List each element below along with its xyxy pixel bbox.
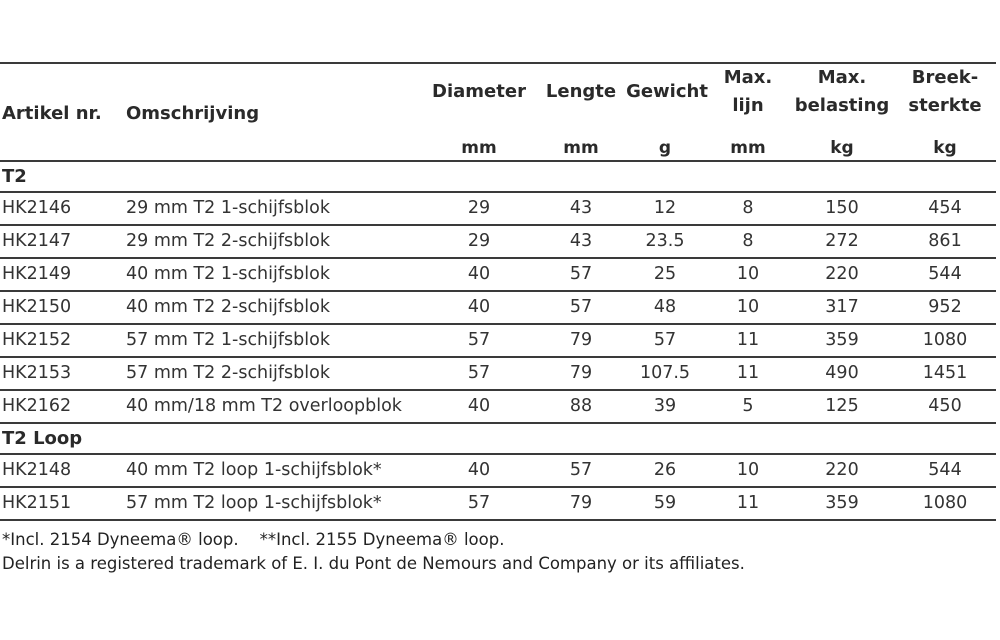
article-cell: HK2150 bbox=[2, 297, 72, 317]
breaking-strength-cell: 454 bbox=[928, 198, 962, 218]
header-maxload-line2: belasting bbox=[794, 95, 890, 116]
diameter-cell: 57 bbox=[467, 493, 491, 513]
weight-cell: 107.5 bbox=[639, 363, 691, 383]
header-maxline-line1: Max. bbox=[723, 67, 773, 88]
breaking-strength-cell: 450 bbox=[928, 396, 962, 416]
unit-maxload: kg bbox=[830, 138, 854, 158]
length-cell: 79 bbox=[569, 363, 593, 383]
section-heading: T2 Loop bbox=[0, 422, 996, 453]
description-cell: 29 mm T2 1-schijfsblok bbox=[126, 198, 330, 218]
length-cell: 43 bbox=[569, 231, 593, 251]
diameter-cell: 29 bbox=[467, 198, 491, 218]
weight-cell: 59 bbox=[653, 493, 677, 513]
breaking-strength-cell: 1080 bbox=[922, 493, 968, 513]
description-cell: 57 mm T2 1-schijfsblok bbox=[126, 330, 330, 350]
description-cell: 57 mm T2 loop 1-schijfsblok* bbox=[126, 493, 382, 513]
description-cell: 40 mm T2 1-schijfsblok bbox=[126, 264, 330, 284]
diameter-cell: 57 bbox=[467, 330, 491, 350]
unit-diameter: mm bbox=[461, 138, 497, 158]
article-cell: HK2146 bbox=[2, 198, 72, 218]
length-cell: 57 bbox=[569, 264, 593, 284]
weight-cell: 57 bbox=[653, 330, 677, 350]
article-cell: HK2149 bbox=[2, 264, 72, 284]
max-line-cell: 8 bbox=[742, 198, 754, 218]
footnote-dyneema: *Incl. 2154 Dyneema® loop. **Incl. 2155 Dyneema® loop. bbox=[2, 530, 505, 549]
length-cell: 57 bbox=[569, 460, 593, 480]
table-row bbox=[0, 389, 996, 422]
max-load-cell: 490 bbox=[825, 363, 859, 383]
max-load-cell: 220 bbox=[825, 460, 859, 480]
max-load-cell: 272 bbox=[825, 231, 859, 251]
length-cell: 79 bbox=[569, 493, 593, 513]
max-line-cell: 10 bbox=[736, 297, 760, 317]
table-row bbox=[0, 191, 996, 224]
weight-cell: 48 bbox=[653, 297, 677, 317]
length-cell: 79 bbox=[569, 330, 593, 350]
unit-weight: g bbox=[658, 138, 672, 158]
max-load-cell: 150 bbox=[825, 198, 859, 218]
header-description: Omschrijving bbox=[126, 103, 260, 124]
unit-breaking: kg bbox=[933, 138, 957, 158]
header-weight: Gewicht bbox=[626, 81, 708, 102]
footnote-trademark: Delrin is a registered trademark of E. I. du Pont de Nemours and Company or its affiliates. bbox=[2, 554, 745, 573]
max-line-cell: 11 bbox=[736, 330, 760, 350]
unit-maxline: mm bbox=[730, 138, 766, 158]
max-load-cell: 317 bbox=[825, 297, 859, 317]
header-breaking-line1: Breek- bbox=[911, 67, 979, 88]
table-row bbox=[0, 356, 996, 389]
article-cell: HK2162 bbox=[2, 396, 72, 416]
description-cell: 40 mm T2 loop 1-schijfsblok* bbox=[126, 460, 382, 480]
table-row bbox=[0, 486, 996, 521]
max-load-cell: 125 bbox=[825, 396, 859, 416]
table-row bbox=[0, 323, 996, 356]
max-load-cell: 359 bbox=[825, 330, 859, 350]
unit-length: mm bbox=[563, 138, 599, 158]
weight-cell: 12 bbox=[653, 198, 677, 218]
breaking-strength-cell: 1451 bbox=[922, 363, 968, 383]
length-cell: 88 bbox=[569, 396, 593, 416]
diameter-cell: 40 bbox=[467, 297, 491, 317]
header-breaking-line2: sterkte bbox=[908, 95, 982, 116]
length-cell: 43 bbox=[569, 198, 593, 218]
diameter-cell: 40 bbox=[467, 396, 491, 416]
max-line-cell: 8 bbox=[742, 231, 754, 251]
table-row bbox=[0, 290, 996, 323]
breaking-strength-cell: 952 bbox=[928, 297, 962, 317]
weight-cell: 26 bbox=[653, 460, 677, 480]
diameter-cell: 57 bbox=[467, 363, 491, 383]
article-cell: HK2148 bbox=[2, 460, 72, 480]
max-line-cell: 10 bbox=[736, 264, 760, 284]
max-load-cell: 359 bbox=[825, 493, 859, 513]
breaking-strength-cell: 544 bbox=[928, 460, 962, 480]
diameter-cell: 29 bbox=[467, 231, 491, 251]
header-maxline-line2: lijn bbox=[732, 95, 764, 116]
description-cell: 40 mm/18 mm T2 overloopblok bbox=[126, 396, 402, 416]
max-line-cell: 11 bbox=[736, 363, 760, 383]
description-cell: 29 mm T2 2-schijfsblok bbox=[126, 231, 330, 251]
section-heading: T2 bbox=[0, 160, 996, 191]
weight-cell: 39 bbox=[653, 396, 677, 416]
breaking-strength-cell: 861 bbox=[928, 231, 962, 251]
table-row bbox=[0, 453, 996, 486]
description-cell: 40 mm T2 2-schijfsblok bbox=[126, 297, 330, 317]
table-header bbox=[0, 64, 996, 160]
max-line-cell: 5 bbox=[742, 396, 754, 416]
header-diameter: Diameter bbox=[432, 81, 526, 102]
diameter-cell: 40 bbox=[467, 264, 491, 284]
article-cell: HK2152 bbox=[2, 330, 72, 350]
length-cell: 57 bbox=[569, 297, 593, 317]
description-cell: 57 mm T2 2-schijfsblok bbox=[126, 363, 330, 383]
article-cell: HK2151 bbox=[2, 493, 72, 513]
table-row bbox=[0, 224, 996, 257]
table-body bbox=[0, 160, 996, 521]
header-article: Artikel nr. bbox=[2, 103, 102, 124]
breaking-strength-cell: 1080 bbox=[922, 330, 968, 350]
max-line-cell: 11 bbox=[736, 493, 760, 513]
max-line-cell: 10 bbox=[736, 460, 760, 480]
max-load-cell: 220 bbox=[825, 264, 859, 284]
header-maxload-line1: Max. bbox=[817, 67, 867, 88]
spec-table bbox=[0, 62, 996, 521]
table-row bbox=[0, 257, 996, 290]
footnotes bbox=[2, 528, 745, 576]
article-cell: HK2147 bbox=[2, 231, 72, 251]
weight-cell: 23.5 bbox=[645, 231, 685, 251]
article-cell: HK2153 bbox=[2, 363, 72, 383]
breaking-strength-cell: 544 bbox=[928, 264, 962, 284]
weight-cell: 25 bbox=[653, 264, 677, 284]
diameter-cell: 40 bbox=[467, 460, 491, 480]
header-length: Lengte bbox=[545, 81, 617, 102]
